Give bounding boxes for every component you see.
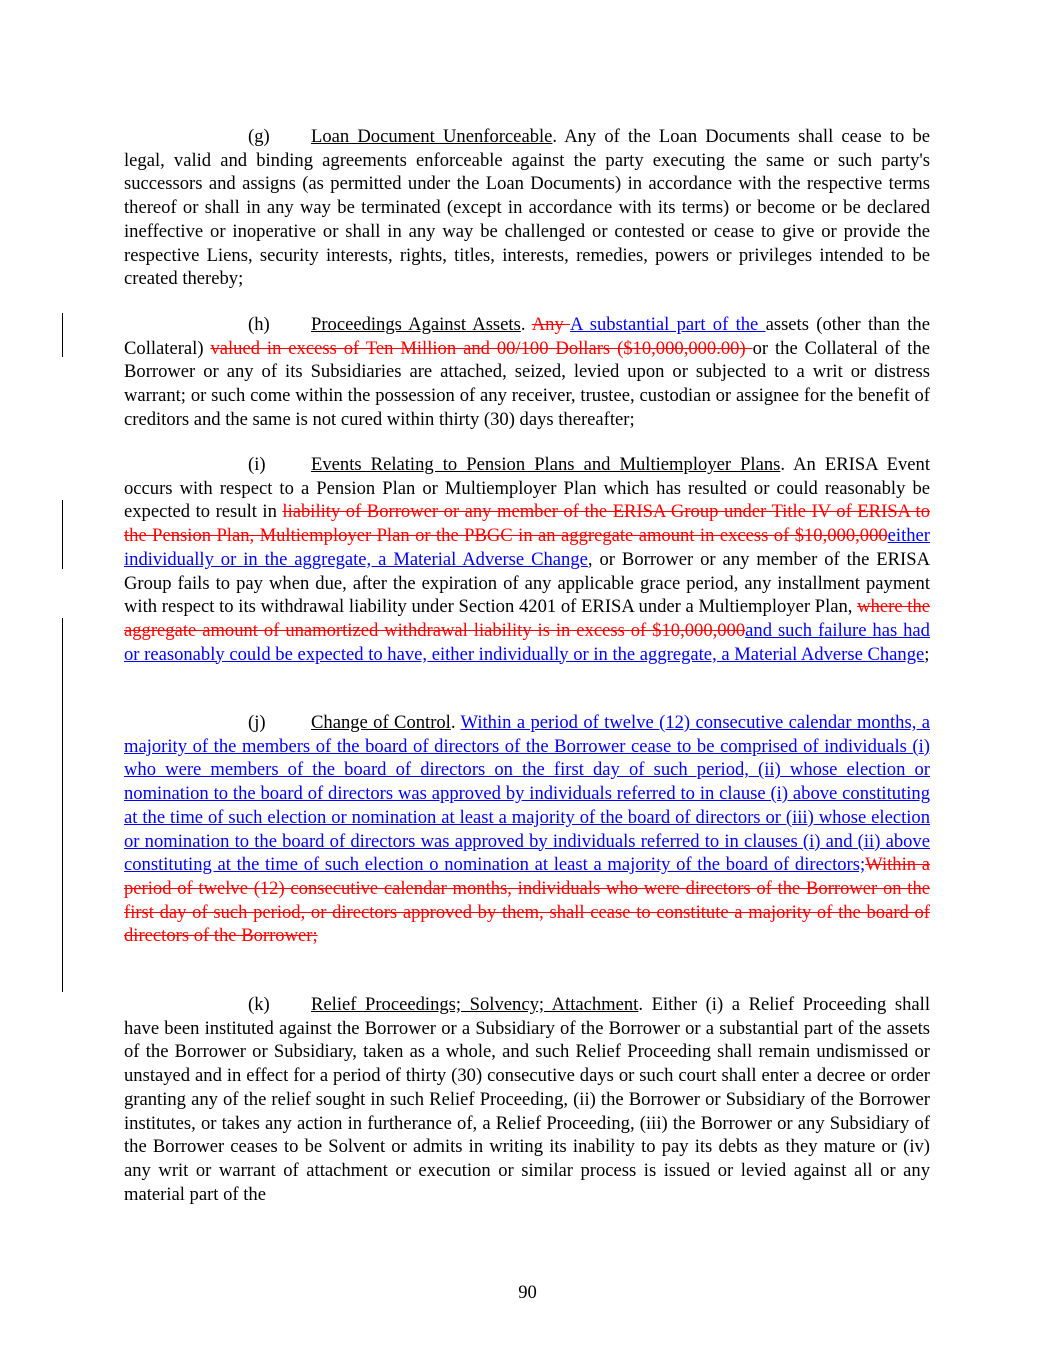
section-text: ; (924, 643, 930, 665)
change-bar (62, 313, 63, 357)
inserted-text: Within a period of twelve (12) consecutive calendar months, a majority of the members of the board of directors of the Borrower cease to be comprised of individuals (i) who were members of the board of directors on the first day of such period, (ii) whose election or nomination to the board of directors was approved by individuals referred to in clause (i) above constituting at the time of such election or nomination at least a majority of the board of directors or (iii) whose election or nomination to the board of directors was approved by individuals referred to in clauses (i) and (ii) above constituting at the time of such election o nomination at least a majority of the board of directors; (124, 712, 930, 876)
section-g (124, 125, 930, 291)
inserted-text: A substantial part of the (570, 314, 766, 335)
section-heading: Proceedings Against Assets (311, 314, 521, 335)
section-text: . An ERISA Event occurs with respect to a Pension Plan or Multiemployer Plan which has resulted or could reasonably be expected to result in (124, 454, 930, 523)
deleted-text: valued in excess of Ten Million and 00/100 Dollars ($10,000,000.00) (210, 337, 753, 359)
section-label: (j) (248, 712, 266, 733)
section-text: . (520, 314, 532, 335)
section-label: (g) (248, 126, 270, 147)
section-j (124, 711, 930, 948)
section-text: , or Borrower or any member of the ERISA Group fails to pay when due, after the expiration of any applicable grace period, any installment payment with respect to its withdrawal liability under Section 4201 of ERISA under a Multiemployer Plan, (124, 548, 930, 618)
inserted-text: either individually or in the aggregate, a Material Adverse Change (124, 525, 930, 570)
deleted-text: Any (531, 314, 571, 335)
section-text: or the Collateral of the Borrower or any of its Subsidiaries are attached, seized, levied upon or subjected to a writ or distress warrant; or such come within the possession of any receiver, trustee, custodian or assignee for the benefit of creditors and the same is not cured within thirty (30) days thereafter; (124, 337, 931, 430)
deleted-text: where the aggregate amount of unamortized withdrawal liability is in excess of $10,000,000 (124, 596, 931, 641)
section-i (124, 453, 930, 666)
deleted-text: liability of Borrower or any member of the ERISA Group under Title IV of ERISA to the Pension Plan, Multiemployer Plan or the PBGC in an aggregate amount in excess of $10,000,000 (124, 501, 930, 547)
inserted-text: and such failure has had or reasonably could be expected to have, either individually or in the aggregate, a Material Adverse Change (124, 619, 930, 665)
change-bar (62, 500, 63, 569)
section-heading: Events Relating to Pension Plans and Multiemployer Plans (311, 454, 781, 475)
section-text: . Any of the Loan Documents shall cease to be legal, valid and binding agreements enforceable against the party executing the same or such party's successors and assigns (as permitted under the Loan Documents) in accordance with the respective terms thereof or shall in any way be terminated (except in accordance with its terms) or become or be declared ineffective or inoperative or shall in any way be challenged or contested or cease to give or provide the respective Liens, security interests, rights, titles, interests, remedies, powers or privileges intended to be created thereby; (124, 126, 930, 290)
section-heading: Loan Document Unenforceable (311, 126, 553, 147)
section-label: (h) (248, 314, 270, 335)
section-h (124, 313, 930, 432)
section-label: (i) (248, 454, 266, 475)
section-heading: Relief Proceedings; Solvency; Attachment (311, 994, 639, 1015)
section-text: . (450, 712, 461, 733)
section-k (124, 993, 930, 1206)
page-number: 90 (518, 1282, 537, 1303)
change-bar (62, 618, 63, 992)
section-label: (k) (248, 994, 270, 1015)
section-text: . Either (i) a Relief Proceeding shall have been instituted against the Borrower or a Subsidiary of the Borrower or a substantial part of the assets of the Borrower or Subsidiary, taken as a whole, and such Relief Proceeding shall remain undismissed or unstayed and in effect for a period of thirty (30) consecutive days or such court shall enter a decree or order granting any of the relief sought in such Relief Proceeding, (ii) the Borrower or Subsidiary of the Borrower institutes, or takes any action in furtherance of, a Relief Proceeding, (iii) the Borrower or any Subsidiary of the Borrower ceases to be Solvent or admits in writing its inability to pay its debts as they mature or (iv) any writ or warrant of attachment or execution or similar process is issued or levied against all or any material part of the (124, 994, 930, 1205)
section-heading: Change of Control (311, 712, 451, 733)
section-text: assets (other than the Collateral) (124, 314, 930, 359)
deleted-text: Within a period of twelve (12) consecutive calendar months, individuals who were directors of the Borrower on the first day of such period, or directors approved by them, shall cease to constitute a majority of the board of directors of the Borrower; (124, 854, 930, 947)
